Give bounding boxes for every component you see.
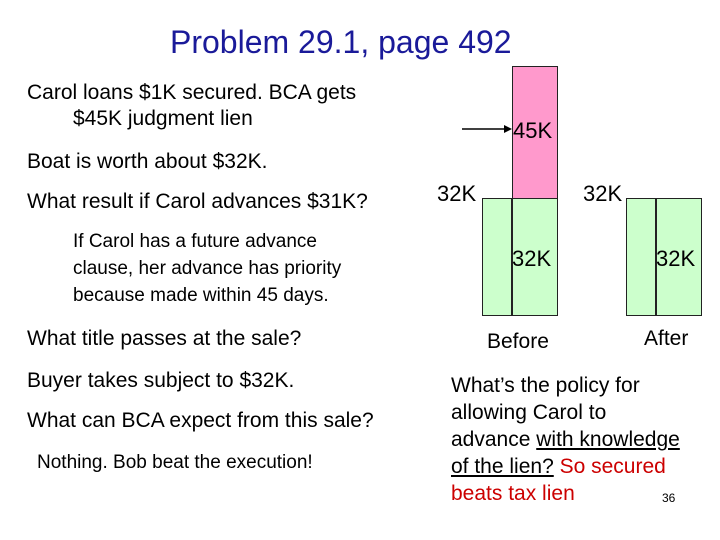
answer-buyer-subject: Buyer takes subject to $32K. xyxy=(27,369,295,392)
policy-line4-underlined: of the lien? xyxy=(451,455,554,478)
answer1-line1: If Carol has a future advance xyxy=(73,231,317,252)
label-after: After xyxy=(644,327,689,350)
policy-line1: What’s the policy for xyxy=(451,374,640,397)
policy-line4 xyxy=(451,454,666,480)
bar-after-left xyxy=(626,198,656,316)
policy-line3 xyxy=(451,427,680,453)
bar-before-left xyxy=(482,198,512,316)
policy-line3-plain: advance xyxy=(451,428,537,451)
label-32k-after: 32K xyxy=(656,246,696,271)
label-before: Before xyxy=(487,330,549,353)
policy-line3-underlined: with knowledge xyxy=(536,428,680,451)
answer1-line3: because made within 45 days. xyxy=(73,285,329,306)
label-32k-right: 32K xyxy=(583,181,623,206)
slide-title: Problem 29.1, page 492 xyxy=(170,24,512,60)
label-32k-left: 32K xyxy=(437,181,477,206)
page-number: 36 xyxy=(662,491,676,505)
label-45k: 45K xyxy=(513,118,553,143)
text-carol-loans: Carol loans $1K secured. BCA gets xyxy=(27,81,357,104)
arrow-icon xyxy=(460,122,516,136)
question-bca-expect: What can BCA expect from this sale? xyxy=(27,409,374,432)
text-judgment-lien: $45K judgment lien xyxy=(73,107,253,130)
answer-nothing: Nothing. Bob beat the execution! xyxy=(37,452,313,473)
label-32k-before: 32K xyxy=(512,246,552,271)
question-title-passes: What title passes at the sale? xyxy=(27,327,302,350)
text-boat-worth: Boat is worth about $32K. xyxy=(27,150,268,173)
answer1-line2: clause, her advance has priority xyxy=(73,258,342,279)
policy-line5: beats tax lien xyxy=(451,482,575,505)
policy-line2: allowing Carol to xyxy=(451,401,607,424)
policy-line4-red: So secured xyxy=(553,455,666,478)
question-carol-advances: What result if Carol advances $31K? xyxy=(27,190,368,213)
